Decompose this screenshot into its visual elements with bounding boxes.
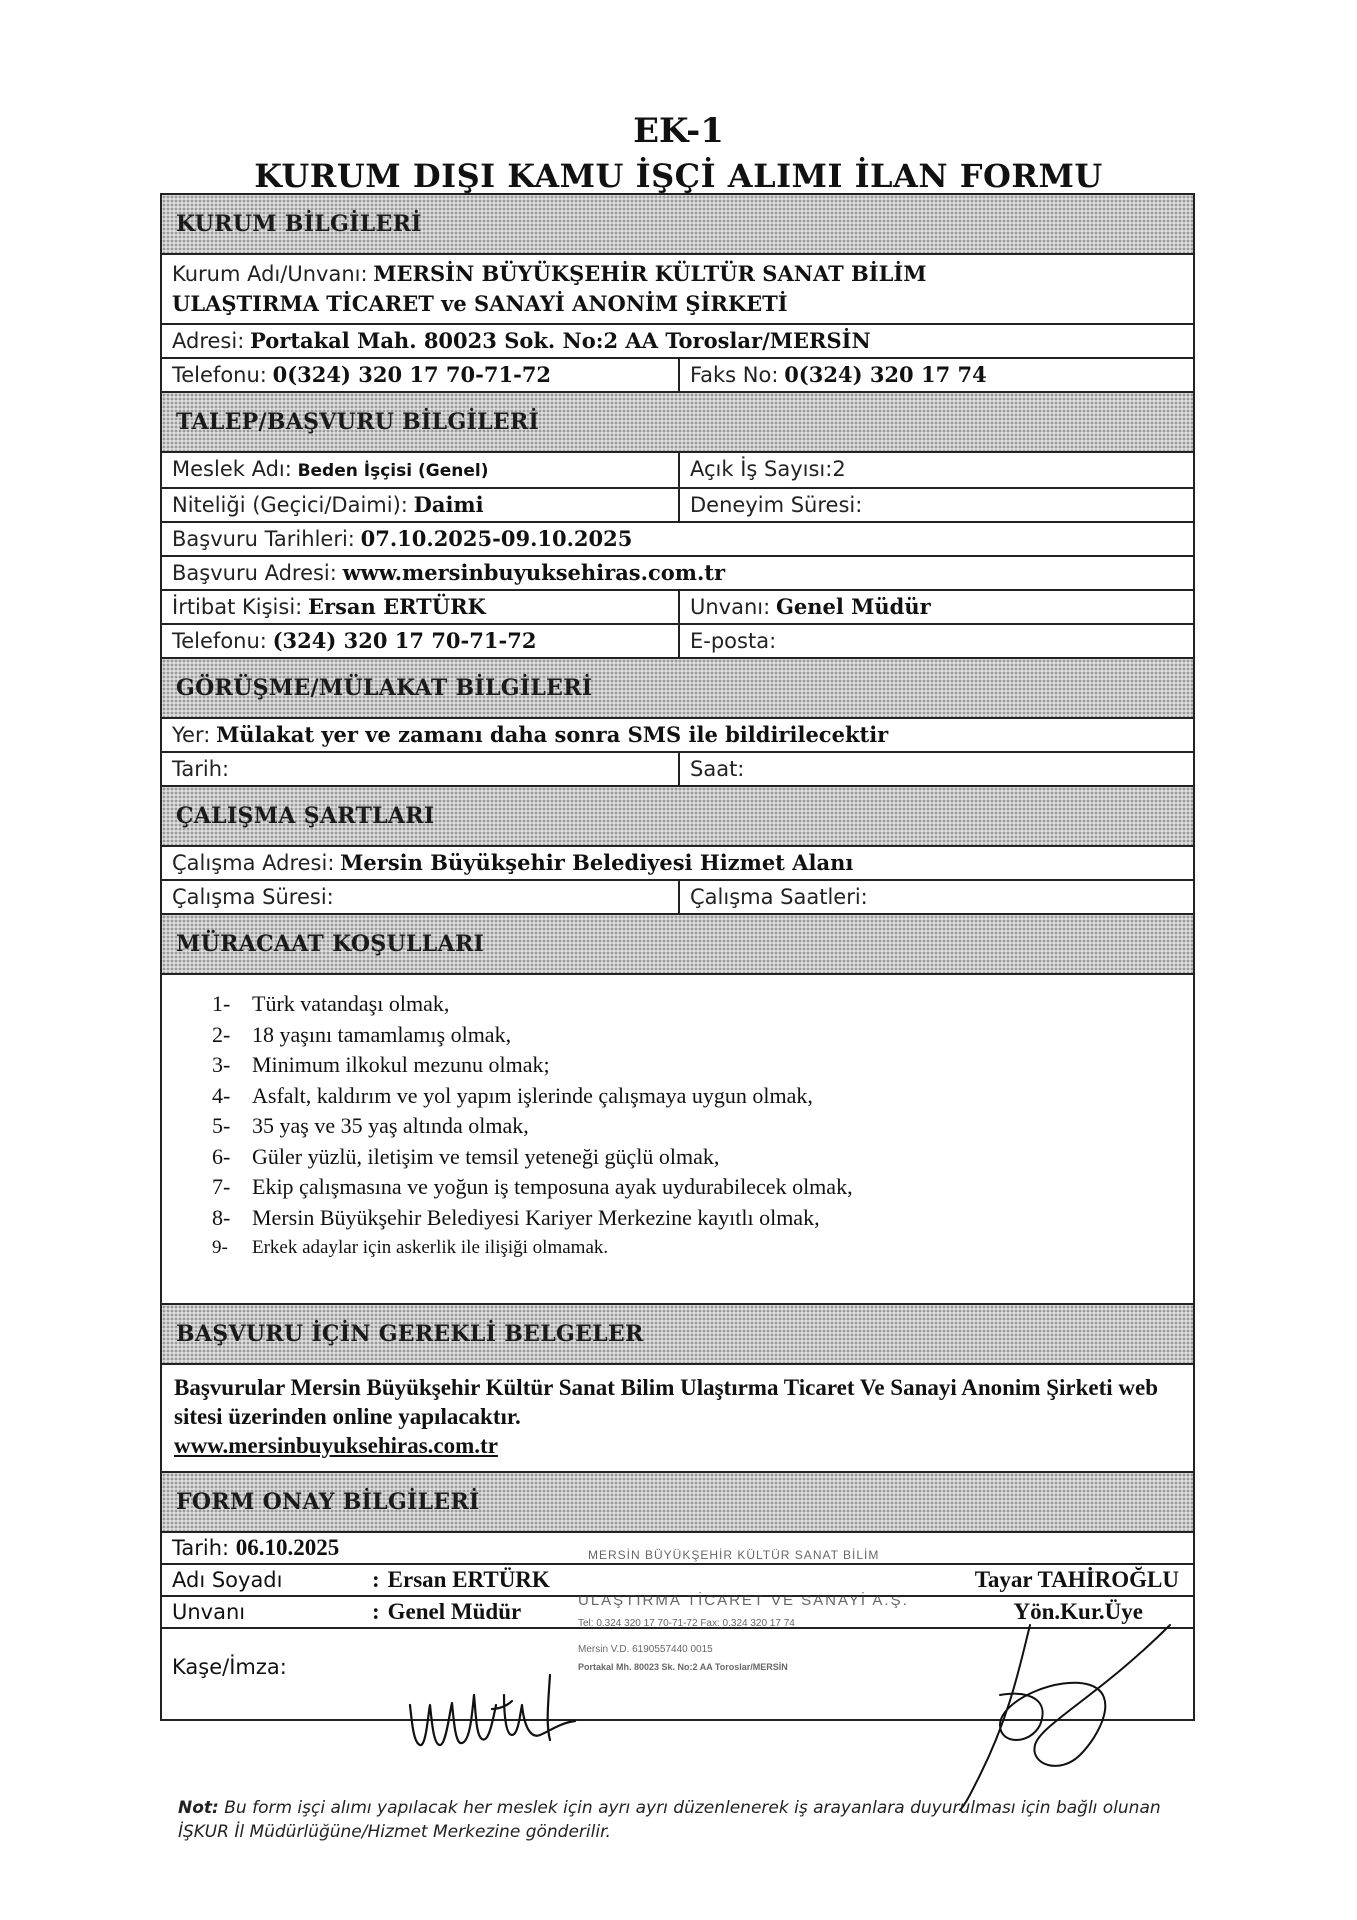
request-phone-row xyxy=(162,625,1193,659)
page-header xyxy=(0,108,1357,198)
application-address-value: www.mersinbuyuksehiras.com.tr xyxy=(342,560,726,585)
condition-item: 9- Erkek adaylar için askerlik ile ilişiği olmamak. xyxy=(212,1237,609,1258)
institution-phone-value: 0(324) 320 17 70-71-72 xyxy=(272,362,552,387)
condition-item: 2- 18 yaşını tamamlamış olmak, xyxy=(212,1021,512,1047)
request-address-row xyxy=(162,557,1193,591)
condition-item: 3- Minimum ilkokul mezunu olmak; xyxy=(212,1052,550,1077)
work-address-row xyxy=(162,847,1193,881)
company-stamp xyxy=(578,1548,988,1718)
institution-phone-row xyxy=(162,359,1193,393)
section-work-header: ÇALIŞMA ŞARTLARI xyxy=(162,787,1193,847)
note-label: Not: xyxy=(178,1798,219,1818)
approval-name-label: Adı Soyadı xyxy=(172,1568,283,1592)
condition-item: 5- 35 yaş ve 35 yaş altında olmak, xyxy=(212,1113,529,1138)
request-dates-row xyxy=(162,523,1193,557)
openings-value: 2 xyxy=(832,457,846,481)
approval-title-value2: Yön.Kur.Üye xyxy=(1013,1599,1143,1624)
contact-label: İrtibat Kişisi: xyxy=(172,595,303,619)
form-note xyxy=(178,1796,1198,1844)
approval-title-colon: : xyxy=(372,1599,380,1624)
interview-datetime-row xyxy=(162,753,1193,787)
documents-link[interactable]: www.mersinbuyuksehiras.com.tr xyxy=(174,1433,498,1458)
work-hours-label: Çalışma Saatleri: xyxy=(690,885,868,909)
conditions-list xyxy=(162,975,1193,1305)
institution-address-label: Adresi: xyxy=(172,329,245,353)
institution-name-line2: ULAŞTIRMA TİCARET ve SANAYİ ANONİM ŞİRKETİ xyxy=(172,291,788,316)
interview-date-label: Tarih: xyxy=(172,757,230,781)
dates-label: Başvuru Tarihleri: xyxy=(172,527,355,551)
contact-value: Ersan ERTÜRK xyxy=(308,594,486,619)
openings-label: Açık İş Sayısı: xyxy=(690,457,833,481)
job-label: Meslek Adı: xyxy=(172,457,292,481)
documents-description: Başvurular Mersin Büyükşehir Kültür Sanat Bilim Ulaştırma Ticaret Ve Sanayi Anonim Şirketi web sitesi üzerinden online yapılacaktır. xyxy=(174,1375,1159,1429)
documents-text xyxy=(162,1365,1193,1473)
application-address-label: Başvuru Adresi: xyxy=(172,561,337,585)
form-title: KURUM DIŞI KAMU İŞÇİ ALIMI İLAN FORMU xyxy=(254,157,1103,195)
approval-name-value: Ersan ERTÜRK xyxy=(387,1567,550,1592)
stamp-line2: ULAŞTIRMA TİCARET VE SANAYİ A.Ş. xyxy=(578,1592,909,1609)
experience-label: Deneyim Süresi: xyxy=(690,493,863,517)
signature-2 xyxy=(940,1605,1180,1815)
condition-item: 8- Mersin Büyükşehir Belediyesi Kariyer Merkezine kayıtlı olmak, xyxy=(212,1204,820,1230)
institution-fax-label: Faks No: xyxy=(690,363,779,387)
condition-item: 7- Ekip çalışmasına ve yoğun iş temposuna ayak uydurabilecek olmak, xyxy=(212,1174,853,1199)
approval-title-value: Genel Müdür xyxy=(387,1599,522,1624)
institution-name-line1: MERSİN BÜYÜKŞEHİR KÜLTÜR SANAT BİLİM xyxy=(373,261,927,286)
section-interview-header: GÖRÜŞME/MÜLAKAT BİLGİLERİ xyxy=(162,659,1193,719)
institution-name-row xyxy=(162,255,1193,325)
contact-title-value: Genel Müdür xyxy=(775,594,931,619)
condition-item: 6- Güler yüzlü, iletişim ve temsil yeteneği güçlü olmak, xyxy=(212,1143,720,1169)
type-label: Niteliği (Geçici/Daimi): xyxy=(172,493,408,517)
institution-address-value: Portakal Mah. 80023 Sok. No:2 AA Toroslar/MERSİN xyxy=(250,328,871,353)
contact-phone-label: Telefonu: xyxy=(172,629,267,653)
request-contact-row xyxy=(162,591,1193,625)
stamp-line4: Mersin V.D. 6190557440 0015 xyxy=(578,1644,713,1655)
stamp-line5: Portakal Mh. 80023 Sk. No:2 AA Toroslar/MERSİN xyxy=(578,1662,788,1672)
approval-name-colon: : xyxy=(372,1567,380,1592)
interview-place-label: Yer: xyxy=(172,723,211,747)
work-address-value: Mersin Büyükşehir Belediyesi Hizmet Alanı xyxy=(340,850,854,875)
email-label: E-posta: xyxy=(690,629,777,653)
institution-address-row xyxy=(162,325,1193,359)
institution-name-label: Kurum Adı/Unvanı: xyxy=(172,262,368,286)
type-value: Daimi xyxy=(413,492,484,517)
dates-value: 07.10.2025-09.10.2025 xyxy=(360,526,633,551)
condition-item: 4- Asfalt, kaldırım ve yol yapım işlerinde çalışmaya uygun olmak, xyxy=(212,1082,813,1108)
section-conditions-header: MÜRACAAT KOŞULLARI xyxy=(162,915,1193,975)
request-job-row xyxy=(162,453,1193,489)
work-address-label: Çalışma Adresi: xyxy=(172,851,335,875)
institution-phone-label: Telefonu: xyxy=(172,363,267,387)
contact-phone-value: (324) 320 17 70-71-72 xyxy=(272,628,537,653)
approval-title-label: Unvanı xyxy=(172,1600,246,1624)
work-duration-row xyxy=(162,881,1193,915)
announcement-form xyxy=(160,193,1195,1721)
approval-name-value2: Tayar TAHİROĞLU xyxy=(974,1567,1179,1592)
approval-date-label: Tarih: xyxy=(172,1536,230,1560)
job-value: Beden İşçisi (Genel) xyxy=(297,461,489,481)
section-approval-header: FORM ONAY BİLGİLERİ xyxy=(162,1473,1193,1533)
condition-item: 1- Türk vatandaşı olmak, xyxy=(212,991,450,1016)
section-institution-header: KURUM BİLGİLERİ xyxy=(162,195,1193,255)
institution-fax-value: 0(324) 320 17 74 xyxy=(784,362,987,387)
interview-place-row xyxy=(162,719,1193,753)
section-documents-header: BAŞVURU İÇİN GEREKLİ BELGELER xyxy=(162,1305,1193,1365)
work-duration-label: Çalışma Süresi: xyxy=(172,885,334,909)
interview-place-value: Mülakat yer ve zamanı daha sonra SMS ile bildirilecektir xyxy=(216,722,889,747)
contact-title-label: Unvanı: xyxy=(690,595,771,619)
form-code: EK-1 xyxy=(633,111,724,151)
note-text: Bu form işçi alımı yapılacak her meslek için ayrı ayrı düzenlenerek iş arayanlara duyurulması için bağlı olunan İŞKUR İl Müdürlüğüne/Hizmet Merkezine gönderilir. xyxy=(178,1798,1161,1842)
approval-seal-label: Kaşe/İmza: xyxy=(172,1655,287,1679)
section-request-header: TALEP/BAŞVURU BİLGİLERİ xyxy=(162,393,1193,453)
interview-time-label: Saat: xyxy=(690,757,745,781)
stamp-line1: MERSİN BÜYÜKŞEHİR KÜLTÜR SANAT BİLİM xyxy=(588,1548,880,1562)
approval-date-value: 06.10.2025 xyxy=(235,1535,340,1560)
request-type-row xyxy=(162,489,1193,523)
signature-1 xyxy=(400,1665,600,1755)
stamp-line3: Tel: 0.324 320 17 70-71-72 Fax: 0.324 320 17 74 xyxy=(578,1618,795,1629)
